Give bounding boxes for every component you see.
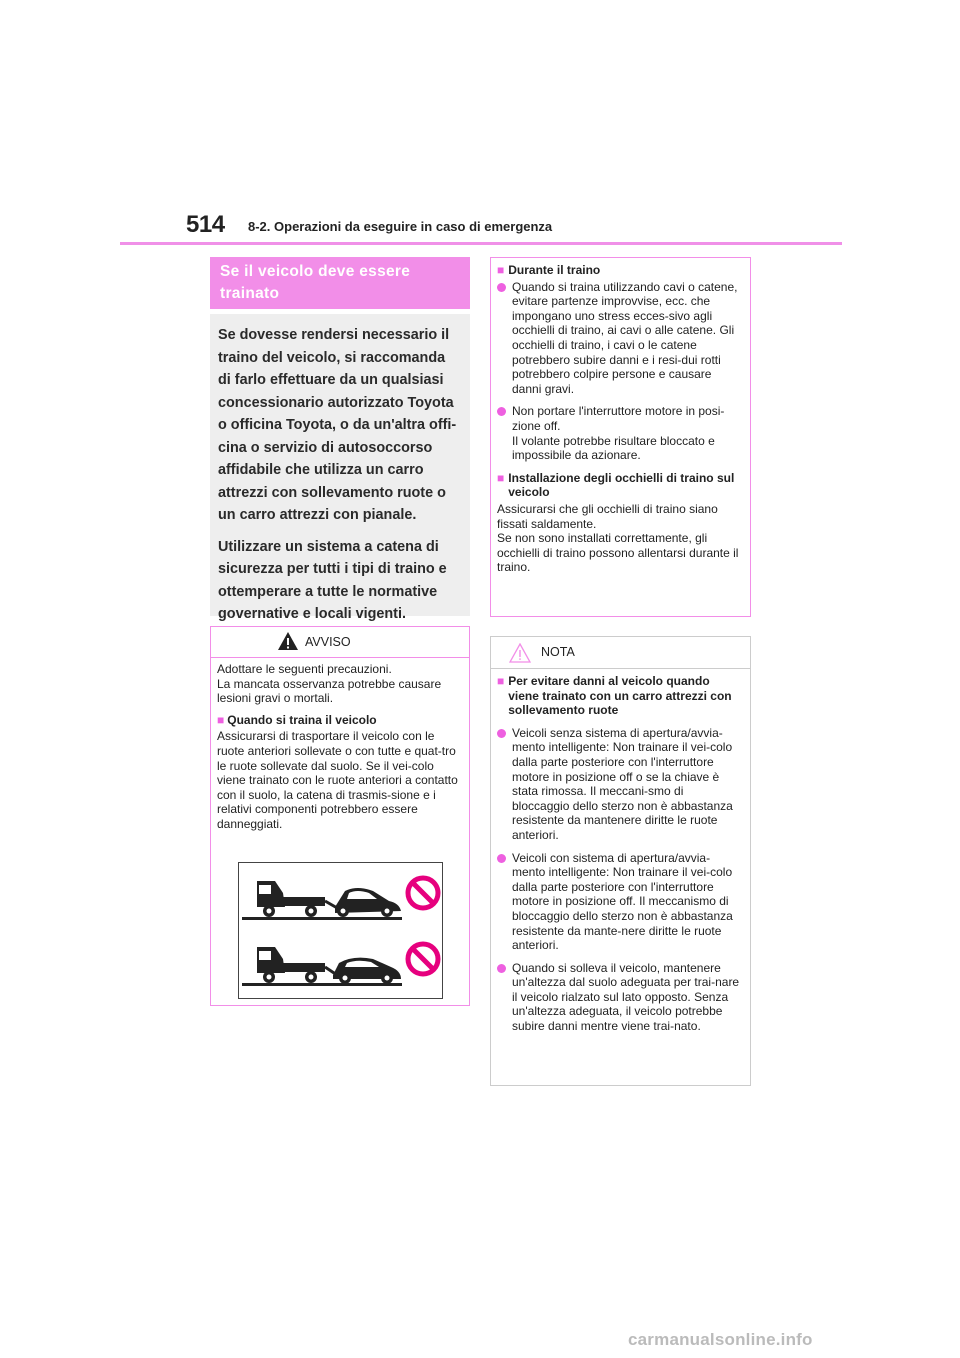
title-box [210, 257, 470, 309]
caution-triangle-icon [509, 643, 531, 663]
nota-box [490, 636, 751, 1086]
warning-triangle-icon [277, 631, 299, 651]
occhielli-text: Assicurarsi che gli occhielli di traino siano fissati saldamente. Se non sono installati correttamente, gli occhielli di traino possono allentarsi durante il traino. [497, 501, 739, 575]
circle-bullet-icon [497, 407, 506, 416]
footer-watermark: carmanualsonline.info [628, 1330, 813, 1349]
warning-text: Assicurarsi di trasportare il veicolo con le ruote anteriori sollevate o con tutte e quat-tro le ruote sollevate dal suolo. Se il vei-colo viene trainato con le ruote anteriori a contatto con il suolo, la catena di trasmis-sione e i relativi componenti potrebbero essere danneggiati. [217, 729, 458, 831]
warning-heading: Quando si traina il veicolo [227, 712, 377, 727]
bullet-text: Quando si solleva il veicolo, mantenere un'altezza dal suolo adeguata per trai-nare il veicolo rialzato sul lato opposto. Senza un'altezza adeguata, il veicolo potrebbe subire danni mentre viene trai-nato. [512, 960, 740, 1034]
page-number: 514 [186, 211, 225, 238]
list-item [497, 851, 743, 953]
square-bullet-icon: ■ [497, 674, 505, 688]
warning-heading-row [217, 713, 463, 728]
bullet-text: Quando si traina utilizzando cavi o catene, evitare partenze improvvise, ecc. che impongano uno stress ecces-sivo agli occhielli di traino, ai cavi o alle catene. Gli occhielli di traino, i cavi o le catene potrebbero subire danni e i resi-dui rotti potrebbero colpire persone e causare danni gravi. [512, 279, 738, 396]
list-item [497, 961, 743, 1034]
bullet-text: Non portare l'interruttore motore in posi-zione off. Il volante potrebbe risultare bloccato e impossibile da azionare. [512, 404, 725, 463]
square-bullet-icon: ■ [497, 263, 505, 277]
circle-bullet-icon [497, 854, 506, 863]
intro-box [210, 314, 470, 622]
towing-illustration [238, 862, 443, 999]
nota-header [491, 637, 750, 669]
square-bullet-icon: ■ [497, 470, 505, 485]
heading-occhielli: Installazione degli occhielli di traino sul veicolo [508, 470, 735, 500]
towing-drawing [239, 863, 442, 998]
bullet-text: Veicoli senza sistema di apertura/avvia-mento intelligente: Non trainare il vei-colo dalla parte posteriore con l'interruttore motore in posizione off o se la chiave è stata rimossa. Il meccani-smo di bloccaggio dello sterzo non è abbastanza resistente da mantenere diritte le ruote anteriori. [512, 725, 733, 842]
warning-box [210, 626, 470, 1006]
header-rule [120, 242, 842, 245]
section-header: 8-2. Operazioni da eseguire in caso di emergenza [248, 219, 553, 234]
towing-info-box [490, 257, 751, 617]
warning-header [211, 627, 469, 658]
list-item [497, 280, 743, 397]
bullet-text: Veicoli con sistema di apertura/avvia-mento intelligente: Non trainare il vei-colo dalla parte posteriore con l'interruttore motore in posizione off. Il meccanismo di bloccaggio dello sterzo non è abbastanza resistente da mante-nere diritte le ruote anteriori. [512, 850, 733, 953]
warning-intro: Adottare le seguenti precauzioni. La mancata osservanza potrebbe causare lesioni gravi o mortali. [217, 662, 442, 706]
list-item [497, 404, 743, 462]
list-item [497, 726, 743, 843]
nota-label: NOTA [541, 645, 575, 659]
warning-body [211, 658, 469, 832]
nota-body [491, 669, 750, 1034]
page-title: Se il veicolo deve essere trainato [220, 263, 411, 302]
warning-label: AVVISO [305, 635, 351, 649]
circle-bullet-icon [497, 283, 506, 292]
square-bullet-icon: ■ [217, 712, 225, 727]
circle-bullet-icon [497, 729, 506, 738]
heading-durante-traino: Durante il traino [508, 263, 601, 277]
circle-bullet-icon [497, 964, 506, 973]
intro-paragraph-1: Se dovesse rendersi necessario il traino del veicolo, si raccomanda di farlo effettuare da un qualsiasi concessionario autorizzato Toyota o officina Toyota, o da un'altra offi-cina o servizio di autosoccorso affidabile che utilizza un carro attrezzi con sollevamento ruote o un carro attrezzi con pianale. [218, 327, 457, 523]
intro-paragraph-2: Utilizzare un sistema a catena di sicurezza per tutti i tipi di traino e ottemperare a tutte le normative governative e locali vigenti. [218, 538, 447, 622]
nota-heading-row [497, 674, 743, 718]
heading-row-2 [497, 471, 743, 500]
nota-heading: Per evitare danni al veicolo quando viene trainato con un carro attrezzi con sollevamento ruote [508, 674, 732, 718]
heading-row-1 [497, 263, 743, 278]
